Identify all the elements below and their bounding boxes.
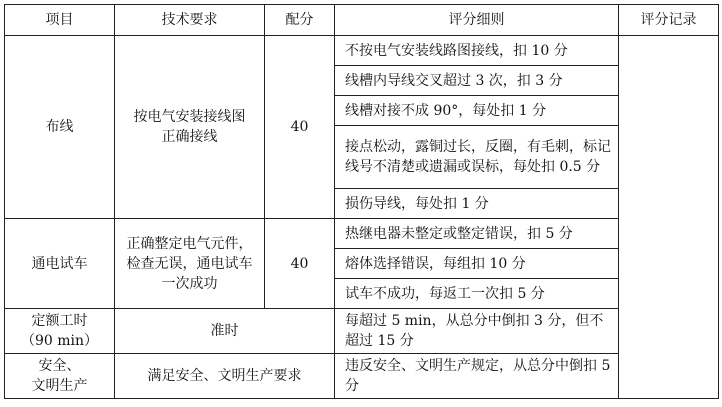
table-row	[5, 219, 719, 249]
requirement-cell: 正确整定电气元件， 检查无误，通电试车 一次成功	[115, 219, 265, 309]
score-cell: 40	[265, 219, 335, 309]
rule-cell: 违反安全、文明生产规定，从总分中倒扣 5 分	[335, 354, 619, 399]
rule-cell: 接点松动，露铜过长，反圈，有毛刺，标记线号不清楚或遗漏或误标，每处扣 0.5 分	[335, 126, 619, 189]
table-row	[5, 354, 719, 399]
rule-cell: 每超过 5 min，从总分中倒扣 3 分，但不超过 15 分	[335, 309, 619, 354]
item-cell: 定额工时 （90 min）	[5, 309, 115, 354]
header-requirement: 技术要求	[115, 5, 265, 36]
scoring-table	[4, 4, 719, 399]
record-cell[interactable]	[619, 36, 719, 399]
requirement-cell: 按电气安装接线图 正确接线	[115, 36, 265, 219]
rule-cell: 热继电器未整定或整定错误，扣 5 分	[335, 219, 619, 249]
score-cell: 40	[265, 36, 335, 219]
item-cell: 通电试车	[5, 219, 115, 309]
table-row	[5, 36, 719, 66]
item-cell: 布线	[5, 36, 115, 219]
item-cell: 安全、 文明生产	[5, 354, 115, 399]
rule-cell: 熔体选择错误，每组扣 10 分	[335, 249, 619, 279]
requirement-cell: 满足安全、文明生产要求	[115, 354, 335, 399]
table-row	[5, 309, 719, 354]
rule-cell: 线槽对接不成 90°，每处扣 1 分	[335, 96, 619, 126]
header-record: 评分记录	[619, 5, 719, 36]
rule-cell: 试车不成功，每返工一次扣 5 分	[335, 279, 619, 309]
requirement-cell: 准时	[115, 309, 335, 354]
header-rules: 评分细则	[335, 5, 619, 36]
header-score: 配分	[265, 5, 335, 36]
header-item: 项目	[5, 5, 115, 36]
rule-cell: 不按电气安装线路图接线，扣 10 分	[335, 36, 619, 66]
header-row	[5, 5, 719, 36]
rule-cell: 线槽内导线交叉超过 3 次，扣 3 分	[335, 66, 619, 96]
rule-cell: 损伤导线，每处扣 1 分	[335, 189, 619, 219]
